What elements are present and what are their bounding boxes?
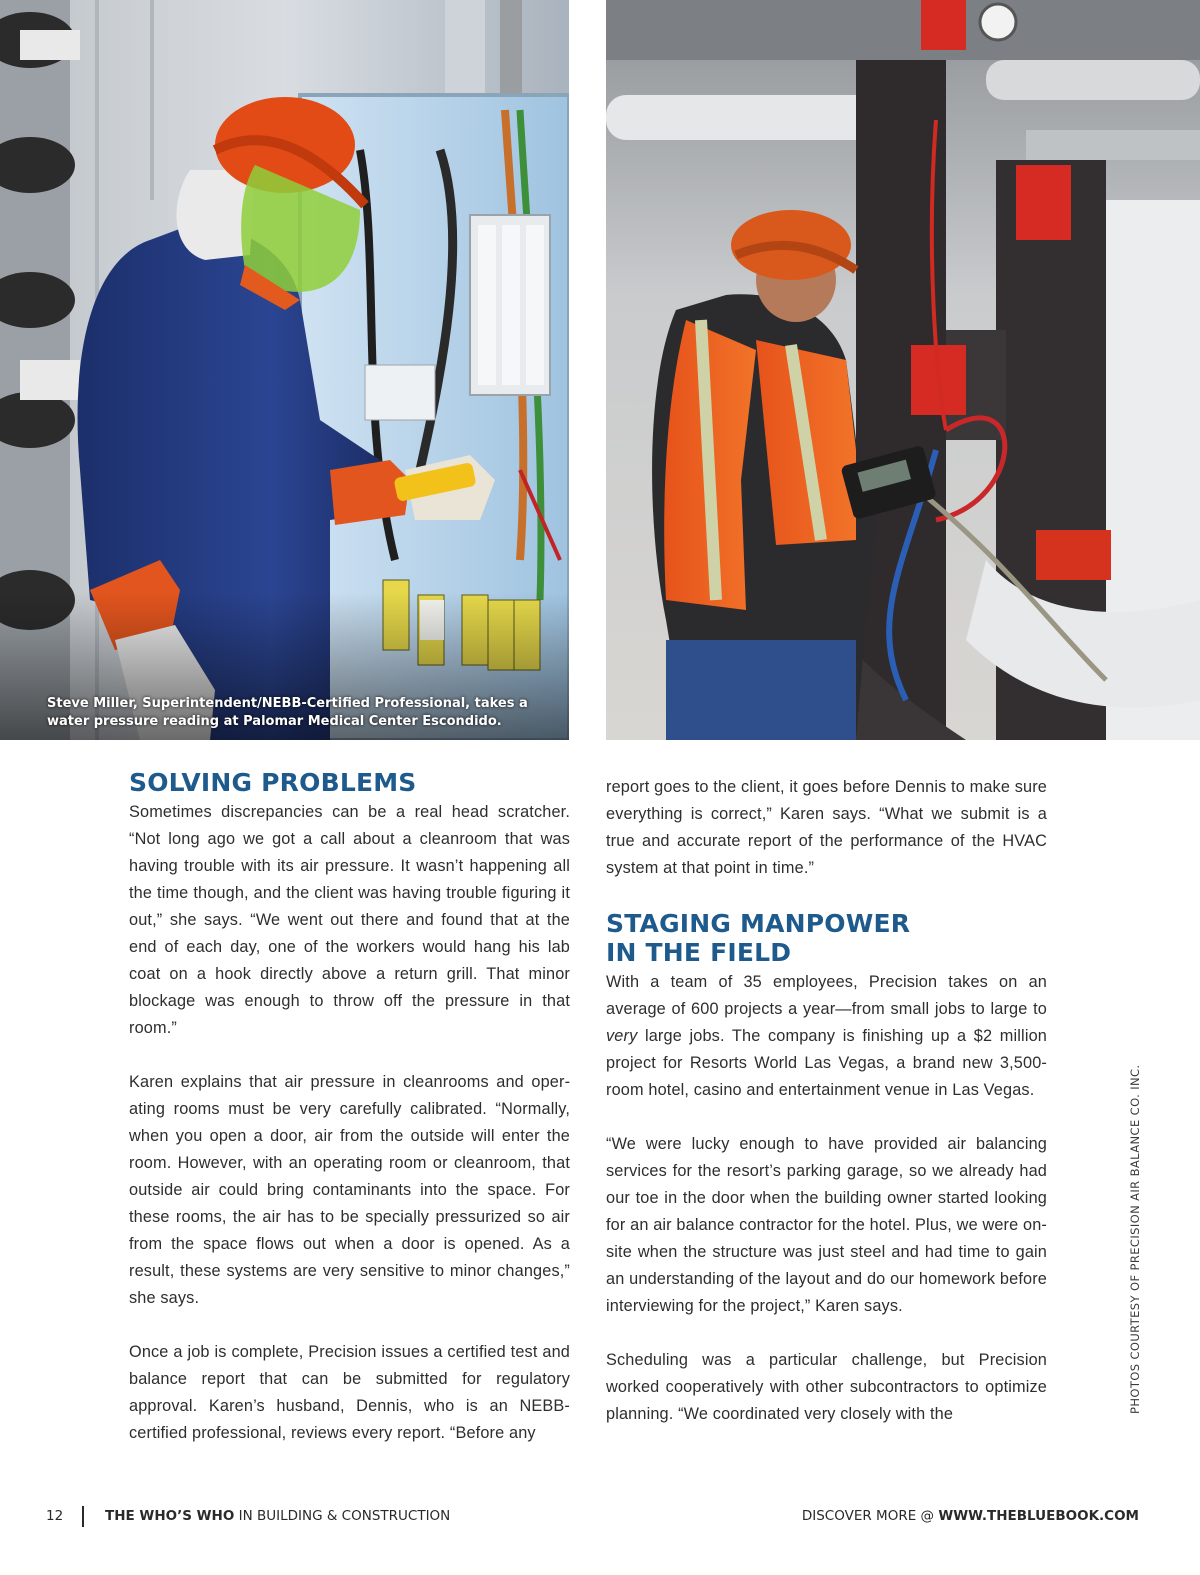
paragraph: report goes to the client, it goes before Dennis to make sure everything is correct,” Karen says. “What we submit is a true and accurate report of the performance of the HVAC system at that point in time.” xyxy=(606,778,1047,877)
photo-electrical-panel xyxy=(0,0,569,740)
page-footer xyxy=(0,1506,1200,1528)
discover-prefix: DISCOVER MORE @ xyxy=(801,1508,939,1524)
paragraph xyxy=(606,969,1047,1104)
paragraph: “We were lucky enough to have provided air balancing services for the resort’s parking garage, so we already had our toe in the door when the building owner started looking for an air balance contractor for the hotel. Plus, we were on-site when the structure was just steel and had time to gain an understanding of the layout and do our homework before interviewing for the project,” Karen says. xyxy=(606,1135,1047,1315)
article-column-right xyxy=(606,774,1047,1428)
publication-name xyxy=(105,1508,450,1524)
page-number: 12 xyxy=(46,1508,64,1524)
heading-line-2: IN THE FIELD xyxy=(606,938,792,967)
publication-name-rest: IN BUILDING & CONSTRUCTION xyxy=(234,1508,451,1524)
paragraph: Karen explains that air pressure in cleanrooms and operating rooms must be very carefully calibrated. “Normally, when you open a door, air from the outside will enter the room. However, with an operating room or cleanroom, that outside air could bring contaminants into the space. For these rooms, the air has to be specially pressurized so air from the space flows out when a door is opened. As a result, these systems are very sensitive to minor changes,” she says. xyxy=(129,1073,570,1307)
caption-line-1: Steve Miller, Superintendent/NEBB-Certified Professional, takes a xyxy=(47,696,528,711)
discover-more xyxy=(802,1508,1139,1524)
text-run: With a team of 35 employees, Precision takes on an average of 600 projects a year—from small jobs to large to xyxy=(606,973,1047,1018)
section-heading-solving-problems: SOLVING PROBLEMS xyxy=(129,768,417,797)
publication-name-bold: THE WHO’S WHO xyxy=(105,1508,235,1524)
section-heading-staging-manpower xyxy=(606,909,1047,967)
article-column-left xyxy=(129,768,570,1447)
hvac-technician-illustration xyxy=(606,0,1200,740)
photo-credit: PHOTOS COURTESY OF PRECISION AIR BALANCE CO. INC. xyxy=(1128,1064,1142,1414)
emphasis-text: very xyxy=(606,1027,638,1045)
heading-line-1: STAGING MANPOWER xyxy=(606,909,911,938)
website-link[interactable]: WWW.THEBLUEBOOK.COM xyxy=(938,1508,1139,1524)
caption-line-2: water pressure reading at Palomar Medical Center Escondido. xyxy=(47,714,502,729)
footer-divider xyxy=(82,1506,84,1527)
paragraph: Scheduling was a particular challenge, but Precision worked cooperatively with other subcontractors to optimize planning. “We coordinated very closely with the xyxy=(606,1351,1047,1423)
paragraph: Once a job is complete, Precision issues a certified test and balance report that can be submitted for regulatory approval. Karen’s husband, Dennis, who is an NEBB-certified professional, reviews every report. “Before any xyxy=(129,1343,570,1442)
photo-caption xyxy=(47,695,528,731)
photo-hvac-technician xyxy=(606,0,1200,740)
paragraph: Sometimes discrepancies can be a real head scratcher. “Not long ago we got a call about a cleanroom that was having trouble with its air pressure. It wasn’t happening all the time though, and the client was having trouble figuring it out,” she says. “We went out there and found that at the end of each day, one of the workers would hang his lab coat on a hook directly above a return grill. That minor blockage was enough to throw off the pressure in that room.” xyxy=(129,803,570,1037)
electrical-panel-illustration xyxy=(0,0,569,740)
text-run: large jobs. The company is finishing up a $2 million project for Resorts World Las Vegas, a brand new 3,500-room hotel, casino and entertainment venue in Las Vegas. xyxy=(606,1027,1047,1099)
